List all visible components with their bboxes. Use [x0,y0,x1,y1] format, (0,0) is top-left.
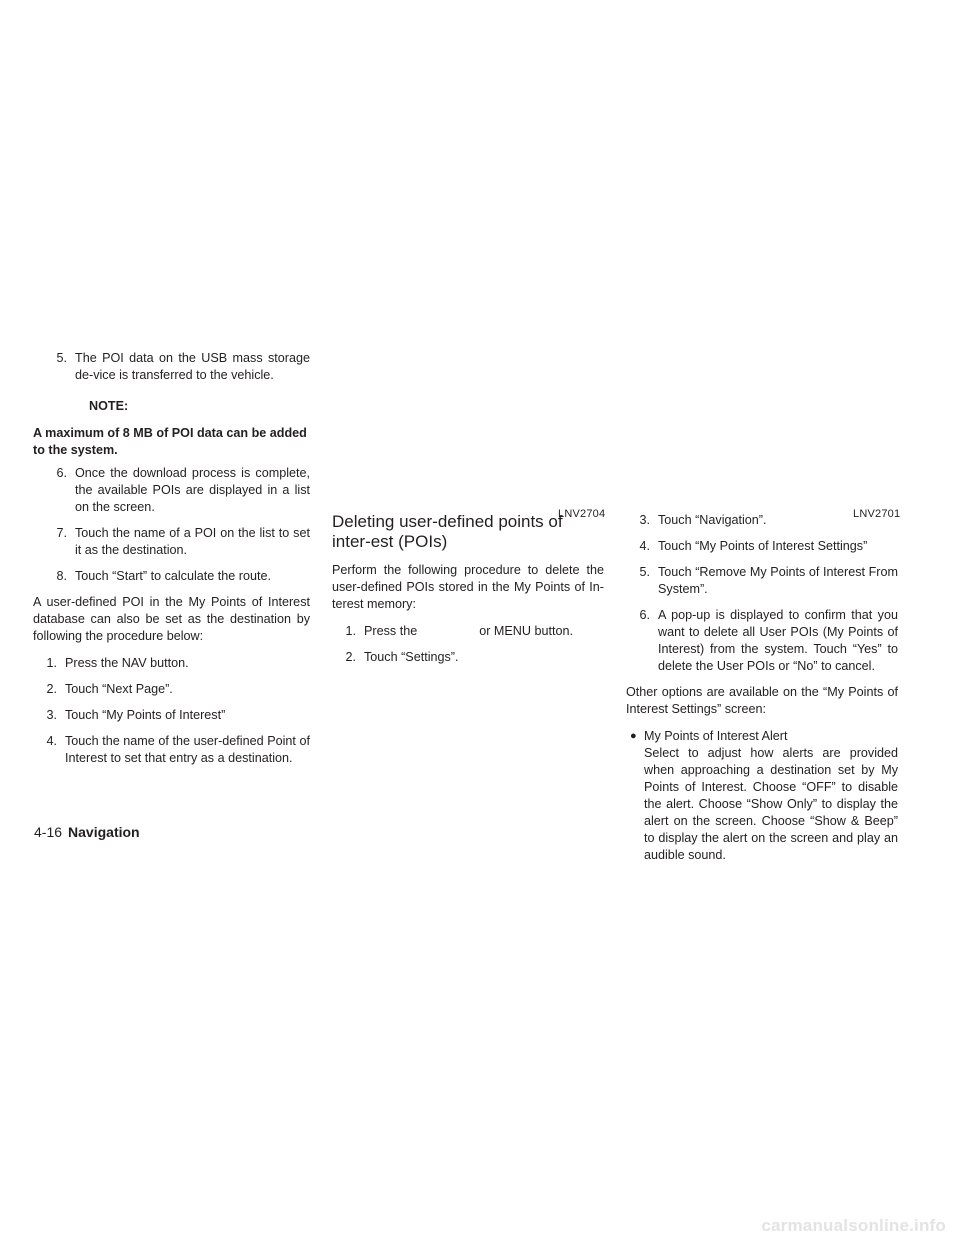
step-number: 6. [56,466,67,480]
note-heading: NOTE: [89,399,129,413]
step-number: 1. [345,624,356,638]
figure-code-2: LNV2701 [853,508,901,520]
body-paragraph: Other options are available on the “My Points of Interest Settings” screen: [626,685,898,716]
step-text-part: Press the [364,624,418,638]
note-text: A maximum of 8 MB of POI data can be added to the system. [33,426,307,457]
step-text: Touch “Settings”. [364,650,459,664]
step-text: Touch “Start” to calculate the route. [75,569,272,583]
step-number: 5. [56,351,67,365]
watermark: carmanualsonline.info [761,1216,946,1235]
step-number: 5. [639,565,650,579]
right-column [626,512,898,864]
step-text: Touch “Navigation”. [658,513,767,527]
step-number: 3. [639,513,650,527]
step-text: Once the download process is complete, the available POIs are displayed in a list on the screen. [75,466,310,514]
step-item [33,350,310,384]
step-text: Press the NAV button. [65,656,189,670]
bullet-title: My Points of Interest Alert [644,729,788,743]
step-number: 4. [46,734,57,748]
step-text: Touch the name of a POI on the list to set it as the destination. [75,526,310,557]
step-number: 7. [56,526,67,540]
section-heading: Deleting user-defined points of inter-est (POIs) [332,512,563,551]
step-item [33,681,310,698]
page-number: 4-16 [34,824,63,840]
step-text: Touch “My Points of Interest” [65,708,226,722]
bullet-item [626,728,898,864]
figure-code-1: LNV2704 [558,508,606,520]
step-item [626,607,898,675]
step-number: 2. [345,650,356,664]
step-text: Touch “Next Page”. [65,682,173,696]
step-number: 1. [46,656,57,670]
step-item [33,707,310,724]
step-text: Touch “My Points of Interest Settings” [658,539,868,553]
step-item [33,568,310,585]
section-name: Navigation [68,824,140,840]
step-number: 2. [46,682,57,696]
step-text [364,623,604,640]
page-footer [34,824,140,840]
step-number: 6. [639,608,650,622]
step-number: 4. [639,539,650,553]
intro-paragraph: Perform the following procedure to delete the user-defined POIs stored in the My Points of In-terest memory: [332,563,604,611]
step-item [33,525,310,559]
step-item [33,733,310,767]
bullet-icon: ● [630,730,637,742]
step-number: 8. [56,569,67,583]
step-number: 3. [46,708,57,722]
step-text: Touch the name of the user-defined Point of Interest to set that entry as a destination. [65,734,310,765]
step-item [626,512,898,529]
step-item [332,623,604,640]
step-text: Touch “Remove My Points of Interest From System”. [658,565,898,596]
step-item [33,655,310,672]
step-item [626,564,898,598]
middle-column [332,512,604,675]
step-text: A pop-up is displayed to confirm that you want to delete all User POIs (My Points of Interest) from the system. Touch “Yes” to delete the User POIs or “No” to cancel. [658,608,898,673]
step-item [626,538,898,555]
step-text-part: or MENU button. [479,624,573,638]
left-column [33,350,310,776]
step-item [332,649,604,666]
body-paragraph: A user-defined POI in the My Points of Interest database can also be set as the destination by following the procedure below: [33,595,310,643]
bullet-text: Select to adjust how alerts are provided when approaching a destination set by My Points of Interest. Choose “OFF” to disable the alert. Choose “Show Only” to display the alert on the screen. Choose “Show & Beep” to display the alert on the screen and play an audible sound. [644,746,898,862]
step-text: The POI data on the USB mass storage de-vice is transferred to the vehicle. [75,351,310,382]
step-item [33,465,310,516]
